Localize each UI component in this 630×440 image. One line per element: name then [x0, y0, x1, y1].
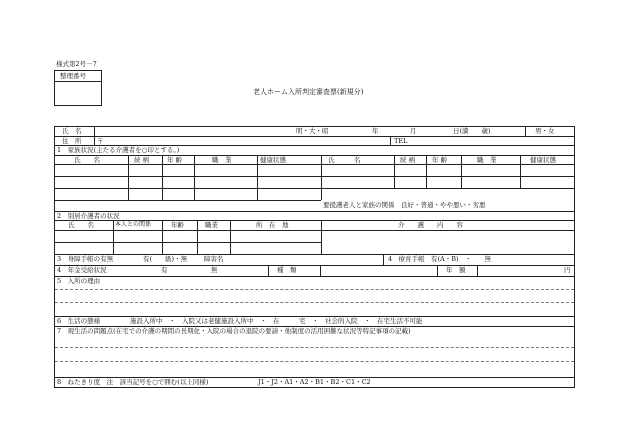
family-header-name-2: 氏 名 [328, 156, 361, 164]
disability-name-label: 障害名 [204, 255, 224, 263]
birth-month-label: 月 [410, 127, 417, 135]
birth-year-label: 年 [372, 127, 379, 135]
separate-header-care: 介 護 内 容 [398, 221, 463, 229]
separate-header-age: 年齢 [171, 221, 184, 229]
family-header-health: 健康状態 [260, 156, 286, 164]
family-header-age-2: 年 齢 [432, 156, 448, 164]
bedridden-codes: J1・J2・A1・A2・B1・B2・C1・C2 [258, 378, 371, 386]
family-header-relation: 続 柄 [134, 156, 150, 164]
problems-label: 7 現生活の問題点(在宅での介護の期間の長期化・入院の場合の退院の要請・他制度の活用困難な状況等特記事項の記載) [57, 327, 411, 335]
pension-yen: 円 [564, 266, 571, 274]
disability-label: 3 身障手帳の有無 [57, 255, 114, 263]
separate-header-job: 職業 [205, 221, 218, 229]
form-number: 様式第2号－7 [56, 60, 97, 68]
gender-choice: 男・女 [535, 127, 555, 135]
rehab-notebook-label: 4 療育手帳 [388, 255, 425, 263]
address-label: 住 所 [62, 137, 82, 145]
living-options: 施設入所中 ・ 入院又は老健施設入所中 ・ 在 宅 ・ 社会的入院 ・ 在宅生活不可能 [130, 317, 423, 325]
tel-label: TEL [394, 137, 408, 145]
family-header-age: 年 齢 [167, 156, 183, 164]
pension-label: 4 年金受給状況 [57, 266, 107, 274]
family-header-job-2: 職 業 [477, 156, 497, 164]
pension-no: 無 [211, 266, 218, 274]
separate-section-title: 2 別居介護者の状況 [57, 212, 120, 220]
family-header-health-2: 健康状態 [530, 156, 556, 164]
form-title: 老人ホーム入所判定審査票(新規分) [253, 88, 364, 96]
control-number-label: 整理番号 [60, 72, 86, 80]
postal-mark: 〒 [97, 137, 104, 145]
separate-header-location: 所 在 地 [256, 221, 289, 229]
family-header-name: 氏 名 [74, 156, 100, 164]
living-label: 6 生活の態様 [57, 317, 101, 325]
disability-value: 有( 級)・無 [143, 255, 188, 263]
birth-day-age-label: 日(満 歳) [453, 127, 491, 135]
pension-amount-label: 年 額 [446, 266, 466, 274]
pension-yes: 有 [161, 266, 168, 274]
rehab-notebook-value: 有(A・B) ・ 無 [431, 255, 492, 263]
separate-header-name: 氏 名 [68, 221, 94, 229]
family-header-relation-2: 続 柄 [400, 156, 416, 164]
reason-label: 5 入所の理由 [57, 277, 101, 285]
name-label: 氏 名 [62, 127, 82, 135]
family-relation-note: 要援護老人と家族の関係 良好・普通・やや悪い・劣悪 [323, 201, 486, 209]
birth-era: 明・大・昭 [296, 127, 329, 135]
family-section-title: 1 家族状況(主たる介護者を○印とする。) [57, 146, 180, 154]
form-table-frame [54, 126, 575, 388]
separate-header-relation: 本人との関係 [115, 221, 152, 228]
family-header-job: 職 業 [212, 156, 232, 164]
bedridden-label: 8 ねたきり度 注 該当記号を○で囲む(以上同様) [57, 378, 209, 386]
control-number-box [54, 70, 102, 106]
pension-type-label: 種 類 [277, 266, 297, 274]
